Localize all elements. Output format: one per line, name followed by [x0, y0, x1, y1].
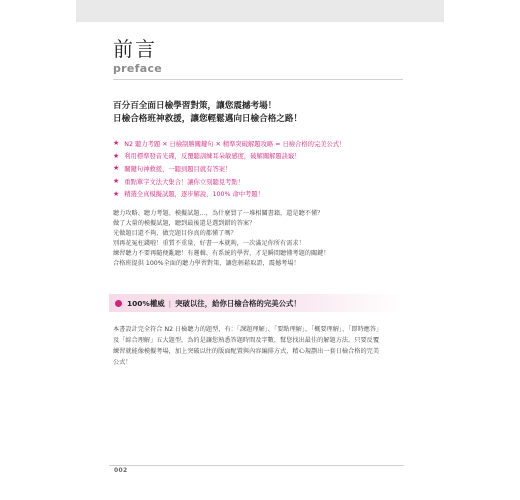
- description-paragraph: [113, 324, 415, 368]
- body-line: 練習聽力不要再隨便亂聽！有邏輯、有系統的學習，才是瞬間聽懂考題的關鍵！: [113, 249, 330, 257]
- description-line: 練習就能像模擬考場，加上突破以往的版面配置與內容編排方式，精心規劃出一套日檢合格的完美: [113, 348, 380, 355]
- page-subtitle: preface: [113, 62, 163, 75]
- title-divider: [113, 79, 403, 80]
- callout-heading: 突破以往，給你日檢合格的完美公式！: [175, 298, 301, 308]
- body-line: 聽力攻略、聽力考題、模擬試題…，為什麼買了一堆相關書籍，還是聽不懂？: [113, 210, 324, 217]
- top-header-band: [76, 0, 444, 22]
- intro-block: [113, 100, 302, 126]
- highlight-item: [113, 162, 413, 175]
- star-icon: ★: [113, 139, 120, 148]
- highlight-list: [113, 137, 413, 200]
- star-icon: ★: [113, 189, 120, 198]
- page-title: 前言: [113, 37, 157, 61]
- callout-lead: 100%權威: [127, 298, 165, 308]
- star-icon: ★: [113, 177, 120, 186]
- callout-separator: |: [168, 298, 172, 308]
- highlight-text: N2 聽力考題 ✕ 日檢制勝關鍵句 ✕ 精準突破解題攻略 = 日檢合格的完美公式！: [124, 140, 346, 148]
- highlight-item: [113, 175, 413, 188]
- description-line: 本書設計完全符合 N2 日檢聽力的題型，有：「課題理解」、「要點理解」、「概要理解」、「即時應答」: [113, 326, 383, 333]
- description-line: 及「綜合理解」五大題型，為的是讓您熟悉答題時間及字數，幫您找出最佳的解題方法。只要反覆: [113, 337, 380, 344]
- body-paragraph: [113, 209, 413, 268]
- star-icon: ★: [113, 164, 120, 173]
- body-line: 做了大量的模擬試題，聽到最後還是選到錯的答案？: [113, 219, 256, 227]
- highlight-text: 重點單字文法大集合！讓你立刻聽見考點！: [124, 178, 244, 186]
- highlight-text: 精選全真模擬試題，逐步解說，100% 命中考題！: [124, 191, 264, 199]
- body-line: 別再花冤枉錢啦！重質不重量，好書一本就夠，一次滿足你所有需求！: [113, 239, 305, 247]
- highlight-item: [113, 137, 413, 150]
- intro-line: 百分百全面日檢學習對策，讓您震撼考場！: [113, 101, 277, 111]
- highlight-text: 利用標準發音光碟，反覆聽訓練耳朵敏感度，破解關解題訣竅！: [124, 153, 301, 161]
- star-icon: ★: [113, 151, 120, 160]
- body-line: 合格班提供 100%全面的聽力學習對策，讓您輕鬆取證，震撼考場！: [113, 259, 300, 267]
- page-number: 002: [114, 467, 128, 474]
- intro-line: 日檢合格班神救援，讓您輕鬆邁向日檢合格之路！: [113, 114, 303, 124]
- bullet-dot-icon: [115, 300, 122, 307]
- description-line: 公式！: [113, 359, 132, 366]
- highlight-item: [113, 150, 413, 163]
- highlight-item: [113, 187, 413, 200]
- highlight-text: 關鍵句神救援，一聽到題目就有答案！: [124, 165, 232, 173]
- footer-divider: [109, 465, 404, 466]
- body-line: 光做題目還不夠，做完題目你真的都懂了嗎？: [113, 229, 237, 237]
- section-callout-banner: [109, 294, 403, 312]
